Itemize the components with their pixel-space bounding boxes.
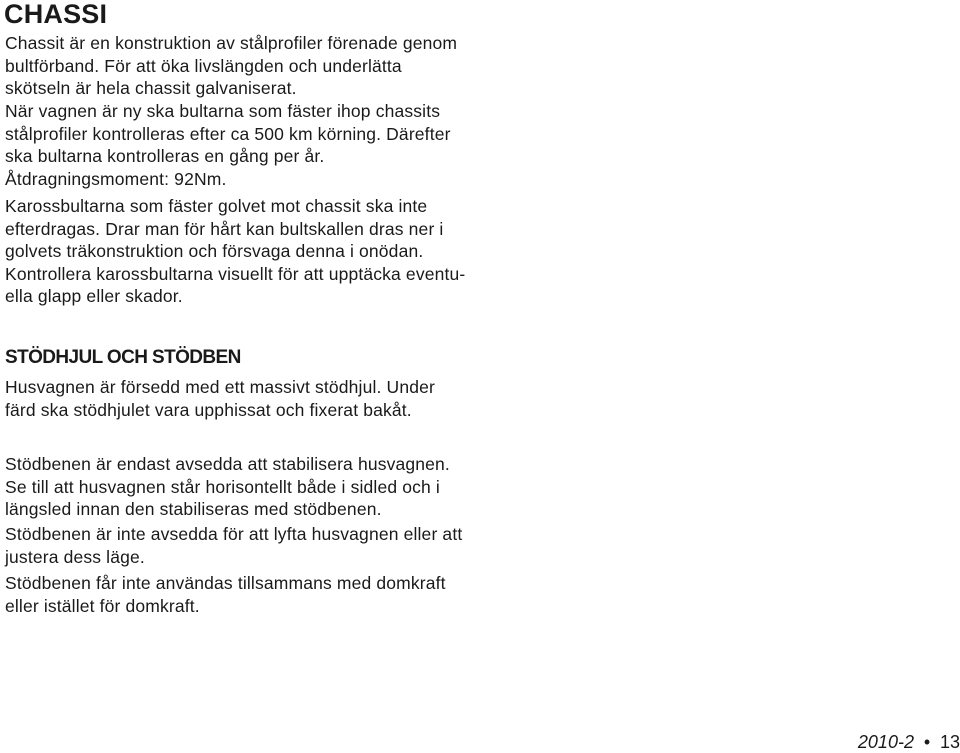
stodhjul-paragraph-1: Husvagnen är försedd med ett massivt stödhjul. Under färd ska stödhjulet vara upphissat och fixerat bakåt. [5, 377, 435, 420]
section-heading-stodhjul: STÖDHJUL OCH STÖDBEN [5, 347, 241, 368]
page-footer [858, 731, 960, 753]
stodhjul-paragraph-4: Stödbenen får inte användas tillsammans med domkraft eller istället för domkraft. [5, 573, 446, 616]
chassi-paragraph-2: När vagnen är ny ska bultarna som fäster ihop chassits stålprofiler kontrolleras efter ca 500 km körning. Därefter ska bultarna kontrolleras en gång per år. Åtdragningsmoment: 92Nm. [5, 101, 451, 189]
edition-label: 2010-2 [857, 732, 914, 752]
stodhjul-paragraph-3: Stödbenen är inte avsedda för att lyfta husvagnen eller att justera dess läge. [5, 524, 463, 567]
chassi-paragraph-3: Karossbultarna som fäster golvet mot chassit ska inte efterdragas. Drar man för hårt kan bultskallen dras ner i golvets träkonstruktion och försvaga denna i onödan. Kontrollera karossbultarna visuellt för att upptäcka eventu- ella glapp eller skador. [5, 196, 466, 307]
page-number: 13 [939, 732, 960, 752]
chassi-paragraph-1: Chassit är en konstruktion av stålprofiler förenade genom bultförband. För att öka livslängden och underlätta skötseln är hela chassit galvaniserat. [5, 33, 458, 99]
section-heading-chassi: CHASSI [4, 0, 108, 29]
stodhjul-paragraph-2: Stödbenen är endast avsedda att stabilisera husvagnen. Se till att husvagnen står horisontellt både i sidled och i längsled innan den stabiliseras med stödbenen. [5, 454, 450, 520]
footer-separator: • [923, 732, 931, 752]
